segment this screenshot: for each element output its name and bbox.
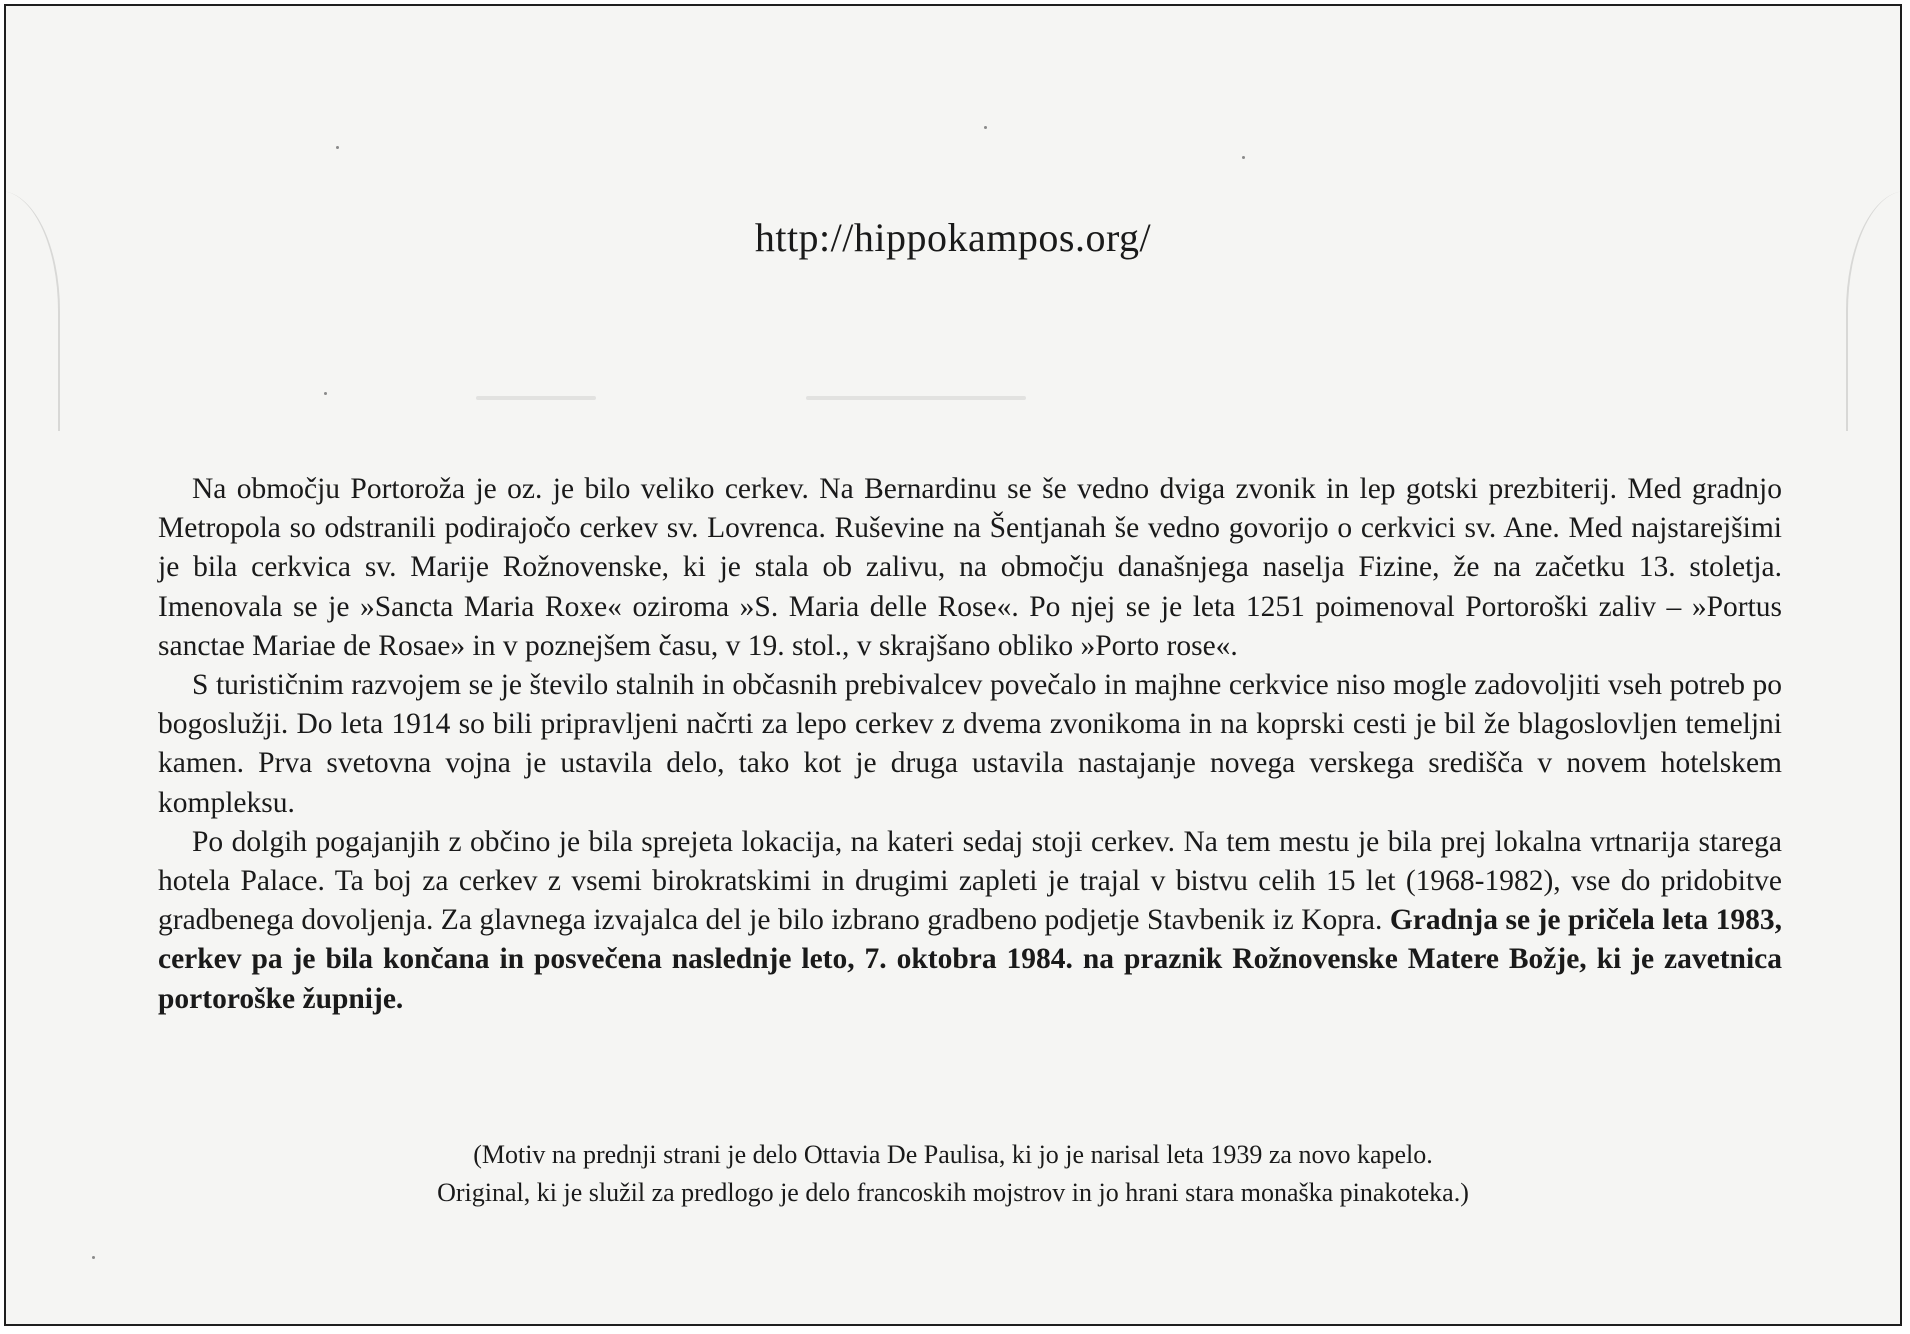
paper-speck (1242, 156, 1245, 159)
paper-speck (324, 392, 327, 395)
paragraph-construction-text: Po dolgih pogajanjih z občino je bila sprejeta lokacija, na kateri sedaj stoji cerkev. Na tem mestu je bila prej lokalna vrtnarija starega hotela Palace. Ta boj za cerkev z vsemi birokratskimi in drugimi zapleti je trajal v bistvu celih 15 let (1968-1982), vse do pridobitve gradbenega dovoljenja. Za glavnega izvajalca del je bilo izbrano gradbeno podjetje Stavbenik iz Kopra. (158, 825, 1782, 937)
note-line-2: Original, ki je služil za predlogo je delo francoskih mojstrov in jo hrani stara monaška pinakoteka.) (437, 1178, 1469, 1207)
paragraph-tourism: S turističnim razvojem se je število stalnih in občasnih prebivalcev povečalo in majhne cerkvice niso mogle zadovoljiti vseh potreb po bogoslužji. Do leta 1914 so bili pripravljeni načrti za lepo cerkev z dvema zvonikoma in na koprski cesti je bil že blagoslovljen temeljni kamen. Prva svetovna vojna je ustavila delo, tako kot je druga ustavila nastajanje novega verskega središča v novem hotelskem kompleksu. (158, 669, 1782, 819)
ink-bleed (806, 396, 1026, 400)
website-url: http://hippokampos.org/ (754, 215, 1152, 260)
paper-speck (92, 1256, 95, 1259)
paragraph-construction-bold: Gradnja se je pričela leta 1983, cerkev pa je bila končana in posvečena naslednje leto, 7. oktobra 1984. na praznik Rožnovenske Matere Božje, ki je zavetnica portoroške župnije. (158, 904, 1782, 1015)
paper-speck (984, 126, 987, 129)
article-body (158, 470, 1782, 1019)
note-line-1: (Motiv na prednji strani je delo Ottavia De Paulisa, ki jo je narisal leta 1939 za novo kapelo. (473, 1140, 1433, 1169)
image-credit-note (6, 1136, 1900, 1212)
envelope-back (4, 4, 1902, 1326)
ink-bleed (476, 396, 596, 400)
paper-speck (336, 146, 339, 149)
paragraph-history: Na območju Portoroža je oz. je bilo veliko cerkev. Na Bernardinu se še vedno dviga zvonik in lep gotski prezbiterij. Med gradnjo Metropola so odstranili podirajočo cerkev sv. Lovrenca. Ruševine na Šentjanah še vedno govorijo o cerkvici sv. Ane. Med najstarejšimi je bila cerkvica sv. Marije Rožnovenske, ki je stala ob zalivu, na območju današnjega naselja Fizine, že na začetku 13. stoletja. Imenovala se je »Sancta Maria Roxe« oziroma »S. Maria delle Rose«. Po njej se je leta 1251 poimenoval Portoroški zaliv – »Portus sanctae Mariae de Rosae» in v poznejšem času, v 19. stol., v skrajšano obliko »Porto rose«. (158, 473, 1782, 662)
paragraph-construction (158, 823, 1782, 1019)
